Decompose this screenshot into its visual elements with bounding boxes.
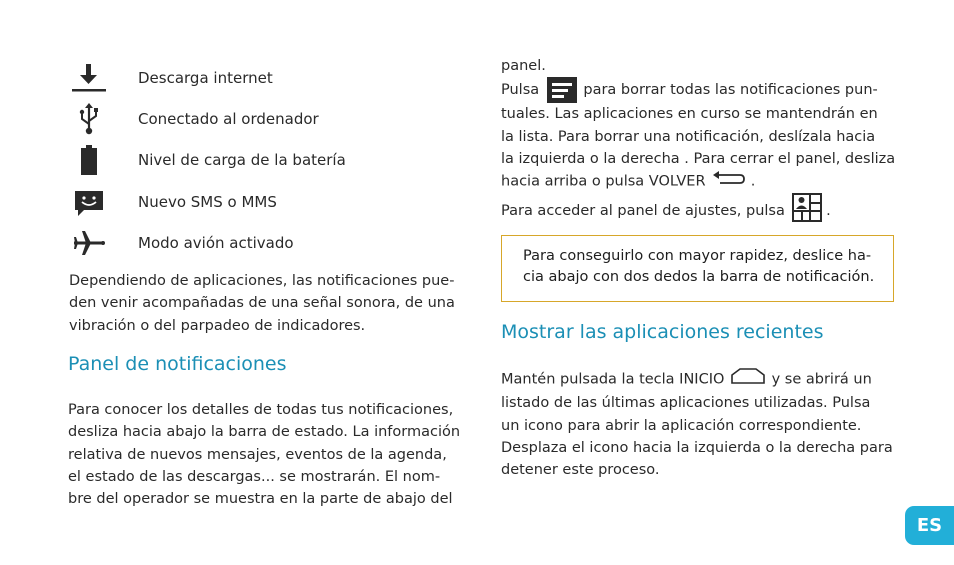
text-line — [501, 170, 895, 193]
text-line: Para conocer los detalles de todas tus notificaciones, — [68, 402, 454, 418]
sms-icon — [70, 185, 108, 219]
text-fragment: para borrar todas las notificaciones pun- — [583, 82, 878, 99]
text-line: detener este proceso. — [501, 462, 660, 479]
tip-note-box — [501, 235, 894, 302]
text-line: tuales. Las aplicaciones en curso se mantendrán en — [501, 106, 878, 123]
usb-icon — [70, 102, 108, 136]
status-label: Modo avión activado — [138, 234, 294, 252]
text-line: un icono para abrir la aplicación correspondiente. — [501, 417, 862, 434]
text-fragment: y se abrirá un — [771, 371, 872, 388]
download-icon — [70, 61, 108, 95]
status-icon-row — [70, 226, 294, 260]
text-fragment: Mantén pulsada la tecla INICIO — [501, 371, 725, 388]
text-fragment: Para acceder al panel de ajustes, pulsa — [501, 203, 785, 220]
text-line: el estado de las descargas... se mostrarán. El nom- — [68, 468, 441, 485]
text-line: desliza hacia abajo la barra de estado. La información — [68, 424, 461, 441]
text-line: la izquierda o la derecha . Para cerrar el panel, desliza — [501, 150, 896, 167]
status-icon-row — [70, 61, 273, 95]
text-line — [501, 77, 895, 103]
text-line: panel. — [501, 58, 546, 74]
status-label: Conectado al ordenador — [138, 110, 319, 128]
status-icon-row — [70, 143, 346, 177]
text-line: Dependiendo de aplicaciones, las notificaciones pue- — [69, 273, 455, 289]
status-label: Nuevo SMS o MMS — [138, 193, 277, 211]
home-icon — [730, 367, 766, 392]
airplane-icon — [70, 226, 108, 260]
text-fragment: . — [750, 173, 756, 190]
text-fragment: . — [826, 203, 831, 220]
text-fragment: hacia arriba o pulsa VOLVER — [501, 173, 706, 190]
text-line — [501, 193, 895, 229]
section-heading: Mostrar las aplicaciones recientes — [501, 321, 824, 343]
status-label: Nivel de carga de la batería — [138, 151, 346, 169]
text-line: den venir acompañadas de una señal sonora, de una — [69, 295, 455, 312]
notification-panel-paragraph — [68, 399, 460, 510]
text-line: bre del operador se muestra en la parte de abajo del — [68, 491, 453, 508]
text-line — [501, 367, 893, 392]
recent-apps-paragraph — [501, 367, 893, 481]
text-line: relativa de nuevos mensajes, eventos de la agenda, — [68, 446, 447, 463]
status-label: Descarga internet — [138, 69, 273, 87]
battery-icon — [70, 143, 108, 177]
text-fragment: Pulsa — [501, 82, 540, 99]
language-tab: ES — [905, 506, 954, 545]
panel-paragraph — [501, 55, 895, 230]
section-heading: Panel de notificaciones — [68, 353, 287, 375]
status-icon-row — [70, 185, 277, 219]
text-line: Para conseguirlo con mayor rapidez, deslice ha- — [523, 248, 872, 264]
text-line: listado de las últimas aplicaciones utilizadas. Pulsa — [501, 395, 871, 412]
settings-grid-icon — [792, 193, 822, 229]
status-icon-row — [70, 102, 319, 136]
clear-all-icon — [547, 77, 577, 103]
intro-paragraph — [69, 270, 455, 337]
text-line: vibración o del parpadeo de indicadores. — [69, 317, 366, 334]
text-line: cia abajo con dos dedos la barra de notificación. — [523, 269, 875, 285]
tip-note-text — [523, 246, 874, 288]
text-line: Desplaza el icono hacia la izquierda o la derecha para — [501, 439, 893, 456]
text-line: la lista. Para borrar una notificación, deslízala hacia — [501, 128, 876, 145]
back-icon — [712, 170, 746, 193]
